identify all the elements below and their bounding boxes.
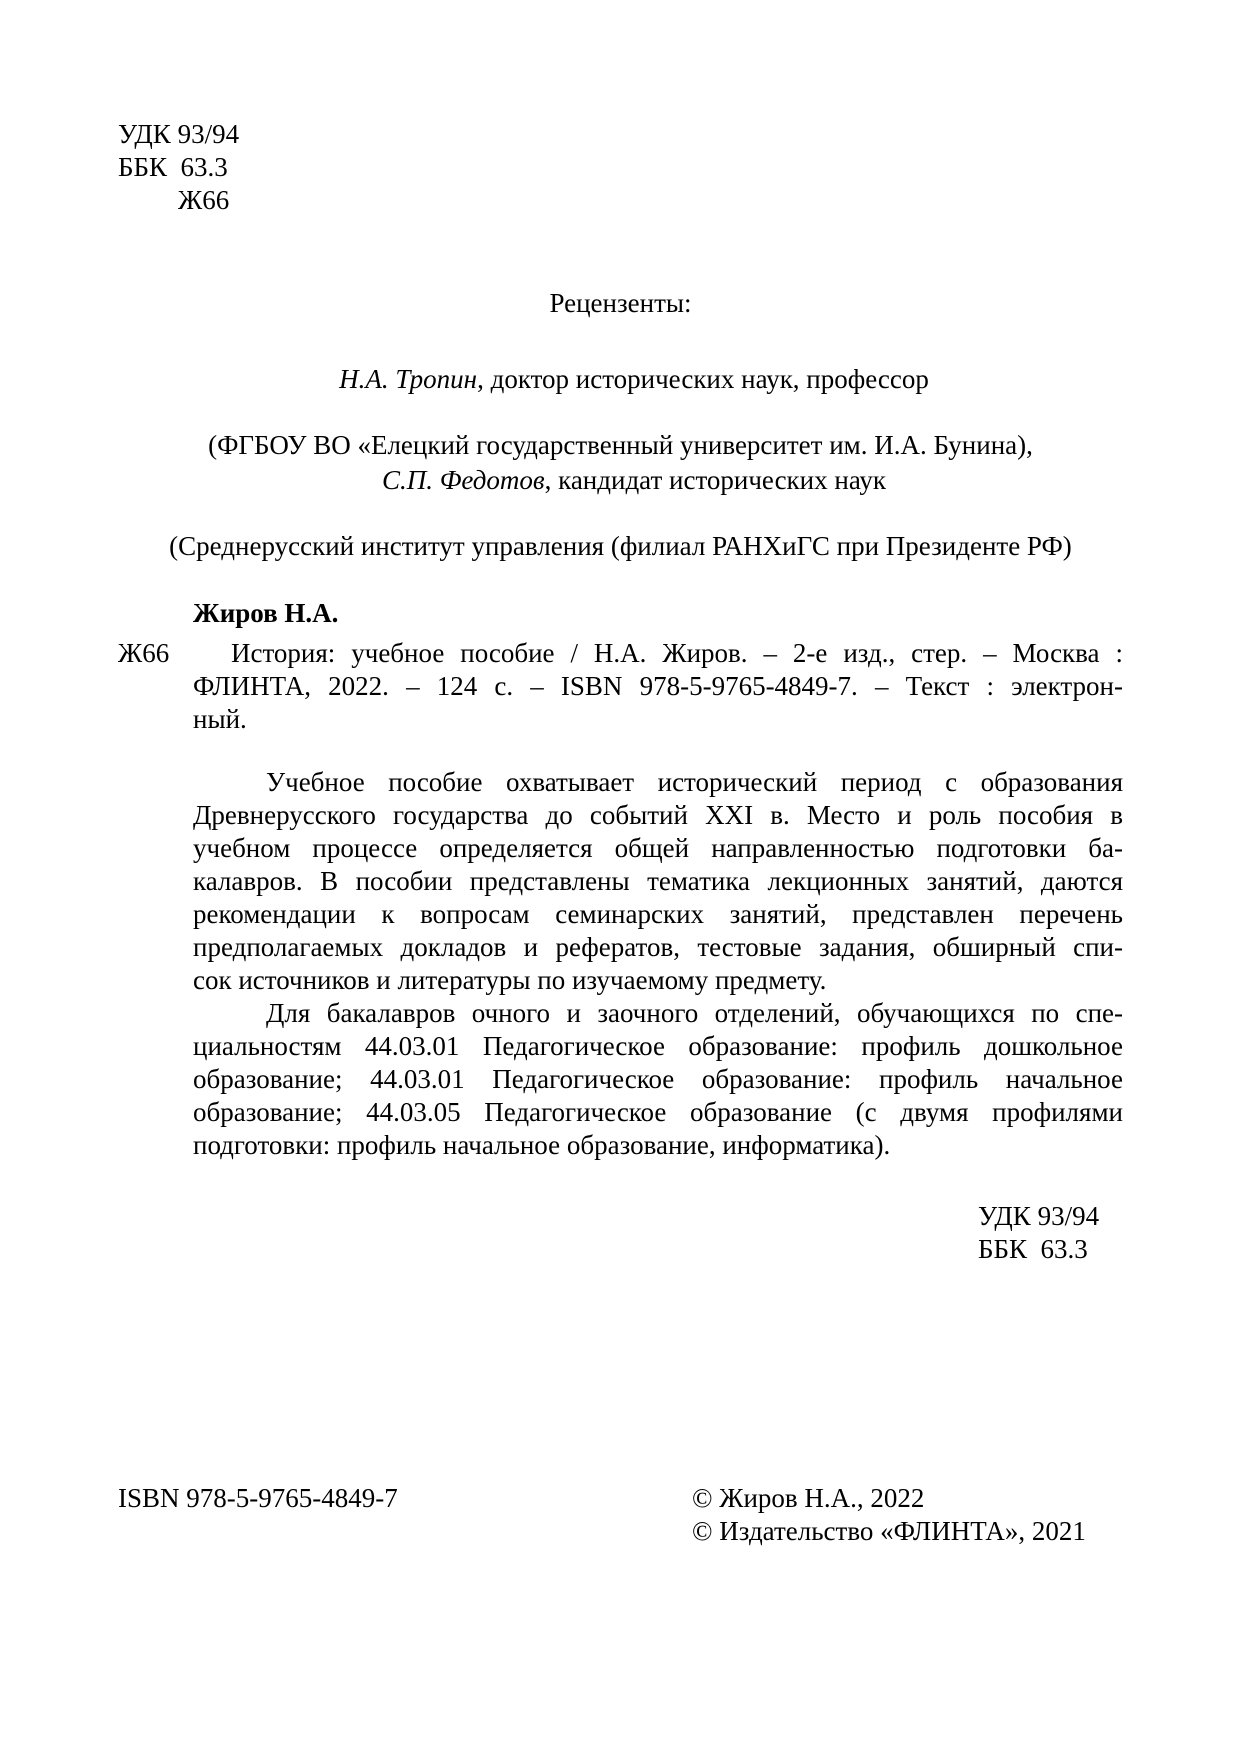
classification-top bbox=[118, 118, 239, 217]
copyright-publisher: © Издательство «ФЛИНТА», 2021 bbox=[692, 1516, 1086, 1546]
udk-code-bottom: УДК 93/94 bbox=[978, 1201, 1100, 1231]
annotation-line: сок источников и литературы по изучаемому предмету. bbox=[193, 965, 827, 995]
record-author-mark: Ж66 bbox=[118, 638, 170, 668]
record-line: История: учебное пособие / Н.А. Жиров. – 2-е изд., стер. – Москва : bbox=[231, 638, 1123, 668]
record-description bbox=[193, 637, 1123, 736]
annotation-line: образование; 44.03.01 Педагогическое образование: профиль начальное bbox=[193, 1064, 1123, 1094]
annotation-line: подготовки: профиль начальное образование, информатика). bbox=[193, 1130, 891, 1160]
record-line: ный. bbox=[193, 704, 247, 734]
reviewer-1-title: , доктор исторических наук, профессор bbox=[477, 364, 929, 394]
annotation-line: предполагаемых докладов и рефератов, тестовые задания, обширный спи- bbox=[193, 932, 1123, 962]
annotation-line: калавров. В пособии представлены тематика лекционных занятий, даются bbox=[193, 866, 1123, 896]
bbk-code: ББК 63.3 bbox=[118, 152, 228, 182]
reviewers-heading: Рецензенты: bbox=[549, 288, 692, 318]
annotation-line: Учебное пособие охватывает исторический период с образования bbox=[266, 767, 1123, 797]
annotation-line: Древнерусского государства до событий XXI в. Место и роль пособия в bbox=[193, 800, 1123, 830]
record-author-heading: Жиров Н.А. bbox=[193, 598, 339, 628]
copyright-author: © Жиров Н.А., 2022 bbox=[692, 1483, 925, 1513]
annotation-line: учебном процессе определяется общей направленностью подготовки ба- bbox=[193, 833, 1123, 863]
annotation-line: рекомендации к вопросам семинарских занятий, представлен перечень bbox=[193, 899, 1123, 929]
annotation-line: циальностям 44.03.01 Педагогическое образование: профиль дошкольное bbox=[193, 1031, 1123, 1061]
udk-code: УДК 93/94 bbox=[118, 119, 240, 149]
reviewer-2-title: , кандидат исторических наук bbox=[544, 465, 887, 495]
annotation bbox=[193, 766, 1123, 1162]
isbn: ISBN 978-5-9765-4849-7 bbox=[118, 1483, 398, 1513]
copyright-block bbox=[692, 1482, 1086, 1548]
reviewer-1-name: Н.А. Тропин bbox=[339, 364, 478, 394]
bbk-code-bottom: ББК 63.3 bbox=[978, 1234, 1088, 1264]
author-mark: Ж66 bbox=[178, 185, 230, 215]
classification-bottom bbox=[978, 1200, 1099, 1266]
annotation-line: образование; 44.03.05 Педагогическое образование (с двумя профилями bbox=[193, 1097, 1123, 1127]
reviewer-2-affiliation: (Среднерусский институт управления (филиал РАНХиГС при Президенте РФ) bbox=[169, 531, 1072, 561]
reviewer-2-name: С.П. Федотов bbox=[381, 465, 545, 495]
reviewer-2 bbox=[0, 431, 1241, 563]
reviewer-1-affiliation: (ФГБОУ ВО «Елецкий государственный университет им. И.А. Бунина), bbox=[208, 430, 1033, 460]
annotation-line: Для бакалавров очного и заочного отделений, обучающихся по спе- bbox=[266, 998, 1123, 1028]
record-line: ФЛИНТА, 2022. – 124 с. – ISBN 978-5-9765-4849-7. – Текст : электрон- bbox=[193, 671, 1123, 701]
